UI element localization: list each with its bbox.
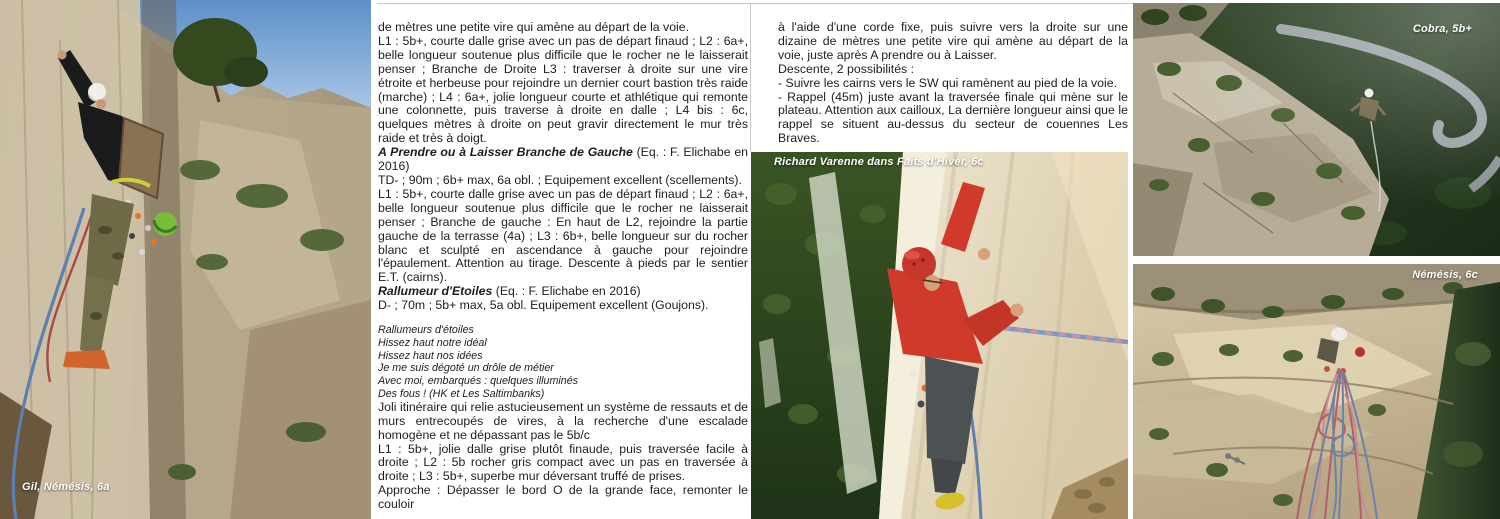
song-quote xyxy=(378,324,748,401)
route-approach: Approche : Dépasser le bord O de la grande face, remonter le couloir xyxy=(378,483,748,512)
route-description-a-prendre: L1 : 5b+, courte dalle grise avec un pas de départ finaud ; L2 : 6a+, belle longueur soutenue plus difficile que le rocher ne laisserait penser ; Branche de gauche : En haut de L2, rejoindre la partie gauche de la terrasse (4a) ; L3 : 6b+, belle longueur sur du rocher blanc et sculpté en ascendance à gauche pour rejoindre l'épaulement. Attention au tirage. Descente à pieds par le sentier E.T. (cairns). xyxy=(378,186,748,285)
route-description-rallumeur-1: Joli itinéraire qui relie astucieusement un système de ressauts et de murs entrecoupés de vires, à la recherche d'une escalade homogène et ne dépassant pas le 5b/c xyxy=(378,399,748,442)
poem-line: Avec moi, embarqués : quelques illuminés xyxy=(378,375,578,388)
center-photo-image xyxy=(751,152,1128,519)
bottom-right-photo-caption: Némésis, 6c xyxy=(1412,269,1478,281)
left-photo-caption: Gil, Némésis, 6a xyxy=(22,481,110,493)
route-heading-a-prendre xyxy=(378,146,748,174)
top-right-photo-caption: Cobra, 5b+ xyxy=(1412,23,1472,35)
route-specs-a-prendre: TD- ; 90m ; 6b+ max, 6a obl. ; Equipement excellent (scellements). xyxy=(378,172,742,187)
route-equipper: (Eq. : F. Elichabe en 2016) xyxy=(378,145,748,174)
intro-carryover-line: de mètres une petite vire qui amène au départ de la voie. xyxy=(378,20,690,34)
route-heading-rallumeur xyxy=(378,285,748,299)
center-photo-caption: Richard Varenne dans Faits d'Hiver, 6c xyxy=(774,156,984,168)
left-photo xyxy=(0,0,371,519)
left-photo-image xyxy=(0,0,371,519)
route-name: Rallumeur d'Etoiles xyxy=(378,284,493,299)
bottom-right-photo xyxy=(1133,264,1500,519)
poem-line: Je me suis dégoté un drôle de métier xyxy=(378,362,554,375)
page-fold-divider xyxy=(750,3,751,152)
poem-line: Des fous ! (HK et Les Saltimbanks) xyxy=(378,388,545,401)
route-description-rallumeur-2: L1 : 5b+, jolie dalle grise plutôt finaude, puis traversée facile à droite ; L2 : 5b rocher gris compact avec un pas en traversée à droite ; L3 : 5b+, superbe mur déversant truffé de prises. xyxy=(378,441,748,484)
bottom-right-photo-image xyxy=(1133,264,1500,519)
orange-shoe xyxy=(63,350,110,369)
white-helmet xyxy=(1331,328,1347,341)
access-paragraph: à l'aide d'une corde fixe, puis suivre vers la droite sur une dizaine de mètres une petite vire qui amène au départ de la voie, juste après A prendre ou à Laisser. xyxy=(778,20,1128,62)
descent-header: Descente, 2 possibilités : xyxy=(778,61,915,76)
intro-pitches-paragraph: L1 : 5b+, courte dalle grise avec un pas de départ finaud ; L2 : 6a+, belle longueur soutenue plus difficile que le rocher ne le laisserait penser ; Branche de Droite L3 : traverser à droite sur une vire étroite et herbeuse pour rejoindre un dernier court bastion très raide (marche) ; L4 : 6a+, jolie longueur courte et athlétique qui remonte une colonnette, puis traverse à droite en dalle ; L4 bis : 6c, quelques mètres à droite on peut gravir directement le mur très raide et très à doigt. xyxy=(378,33,748,146)
page-top-border xyxy=(377,3,1133,4)
descent-option-2: - Rappel (45m) juste avant la traversée finale qui mène sur le plateau. Attention aux cailloux, La dernière longueur ainsi que le rappel se situent au-dessus du secteur de couennes Les Braves. xyxy=(778,89,1128,146)
poem-line: Rallumeurs d'étoiles xyxy=(378,324,474,337)
top-right-photo xyxy=(1133,3,1500,256)
left-text-column xyxy=(378,21,748,512)
route-equipper: (Eq. : F. Elichabe en 2016) xyxy=(492,284,641,299)
route-specs-rallumeur: D- ; 70m ; 5b+ max, 5a obl. Equipement excellent (Goujons). xyxy=(378,298,709,313)
descent-option-1: - Suivre les cairns vers le SW qui ramènent au pied de la voie. xyxy=(778,75,1118,90)
route-name: A Prendre ou à Laisser Branche de Gauche xyxy=(378,145,633,160)
red-bag xyxy=(1355,347,1365,357)
center-photo xyxy=(751,152,1128,519)
right-text-column xyxy=(778,21,1128,146)
top-right-photo-image xyxy=(1133,3,1500,256)
poem-line: Hissez haut nos idées xyxy=(378,349,483,362)
poem-line: Hissez haut notre idéal xyxy=(378,336,487,349)
